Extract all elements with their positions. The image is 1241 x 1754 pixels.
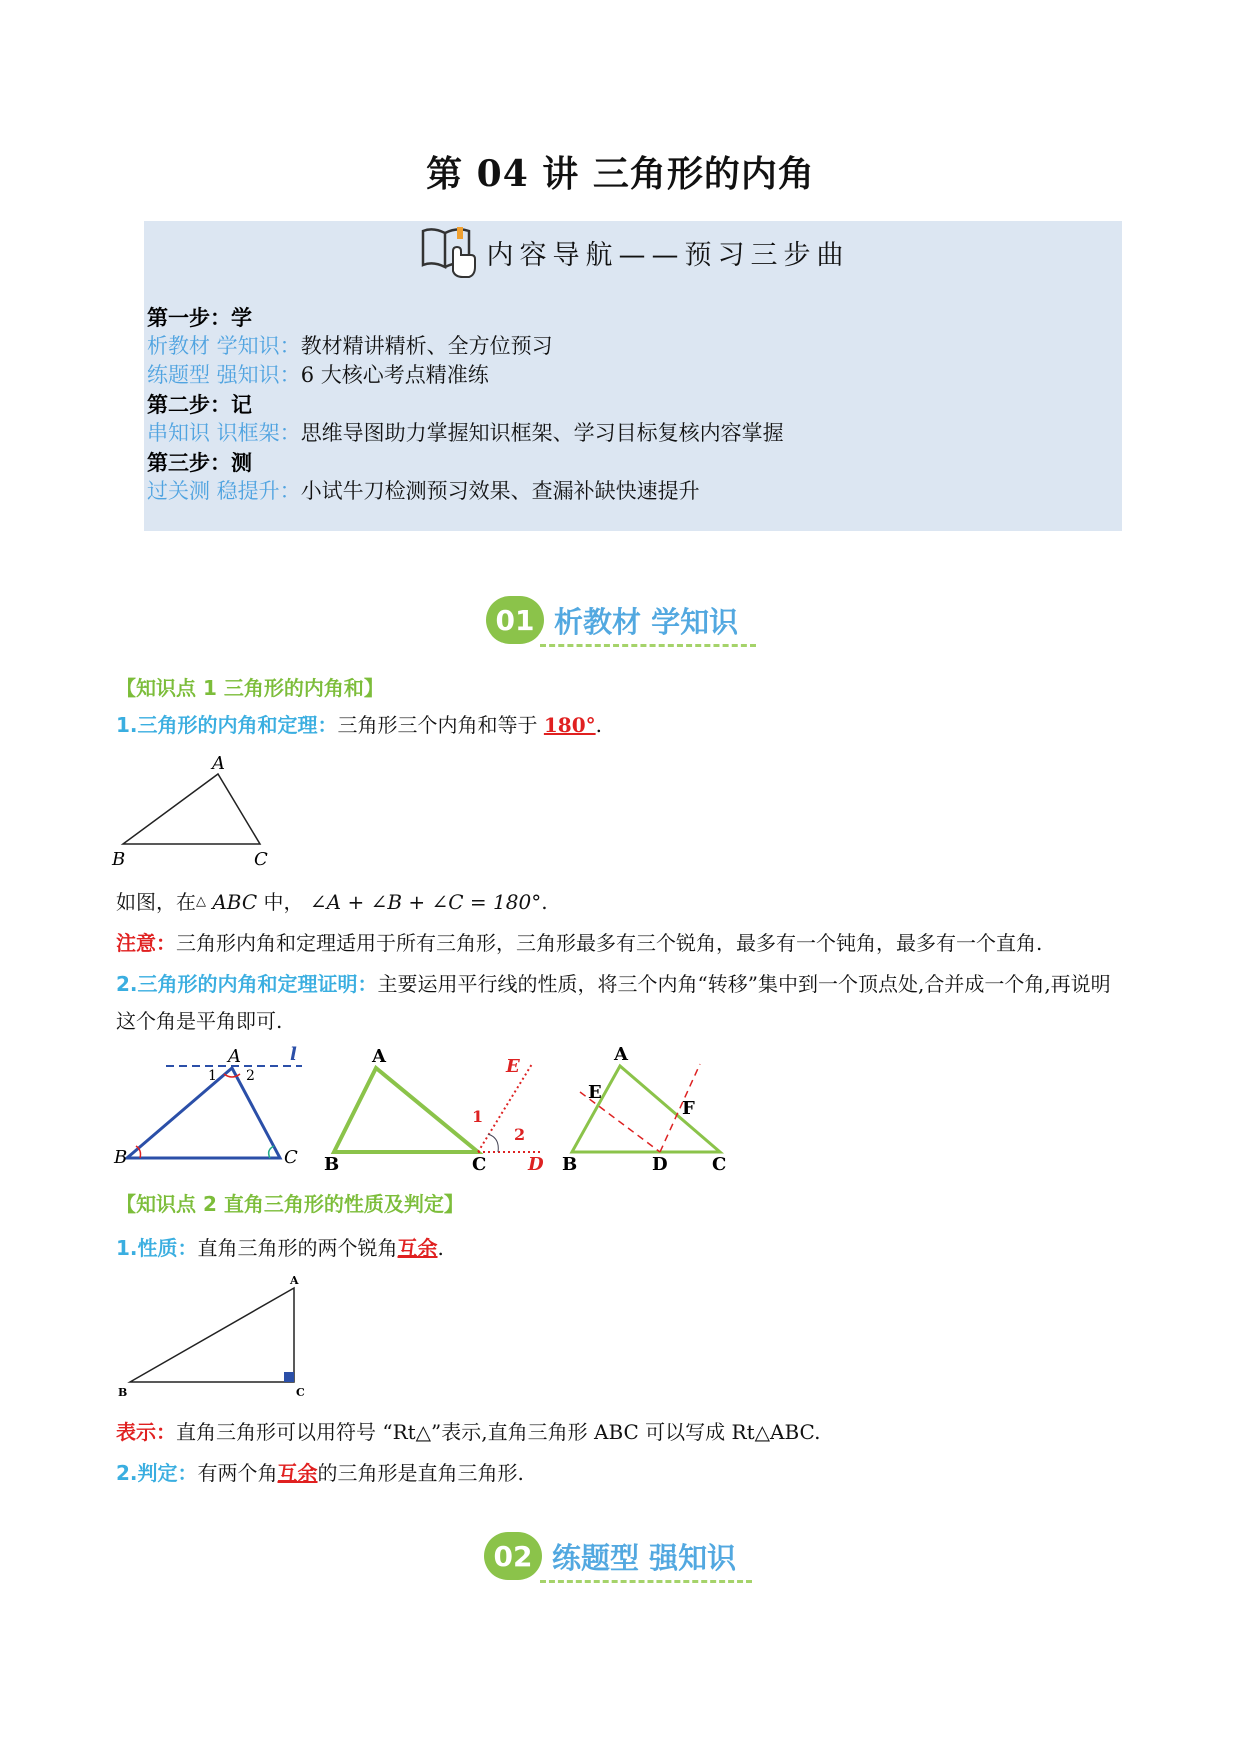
knowledge-point-1-header: 【知识点 1 三角形的内角和】 [116,676,384,700]
nav-row-study: 析教材 学知识：教材精讲精析、全方位预习 [147,334,553,358]
svg-text:E: E [506,1056,520,1077]
triangle-figure [108,752,278,868]
svg-text:A: A [614,1044,628,1065]
section-01-underline [540,644,756,647]
svg-text:A: A [372,1046,386,1067]
proof-figure-parallels [560,1044,740,1174]
svg-text:C: C [712,1154,727,1174]
svg-text:1: 1 [208,1068,217,1084]
section-02-underline [540,1580,752,1583]
svg-text:F: F [682,1098,695,1119]
kp1-item1: 1.三角形的内角和定理：三角形三个内角和等于 180°. [116,713,602,737]
svg-text:D: D [528,1154,544,1174]
svg-text:E: E [588,1082,602,1103]
kp2-representation: 表示：直角三角形可以用符号 “Rt△”表示,直角三角形 ABC 可以写成 Rt△ABC. [116,1420,821,1444]
svg-text:C: C [296,1386,305,1399]
nav-row-test: 过关测 稳提升：小试牛刀检测预习效果、查漏补缺快速提升 [147,479,700,503]
nav-row-framework: 串知识 识框架：思维导图助力掌握知识框架、学习目标复核内容掌握 [147,421,784,445]
nav-row-practice: 练题型 强知识：6 大核心考点精准练 [147,363,489,387]
kp2-item2: 2.判定：有两个角互余的三角形是直角三角形. [116,1461,524,1485]
svg-text:C: C [284,1147,298,1168]
svg-text:1: 1 [472,1107,484,1126]
svg-text:A: A [212,753,225,774]
nav-heading-text: 内容导航——预习三步曲 [486,239,850,271]
svg-text:2: 2 [514,1125,526,1144]
section-02-number: 02 [484,1532,542,1580]
svg-text:B: B [118,1386,128,1399]
section-01-number: 01 [486,596,544,644]
figure-note: 如图，在△ ABC 中， ∠A + ∠B + ∠C = 180°. [116,890,548,914]
kp2-item1: 1.性质：直角三角形的两个锐角互余. [116,1236,444,1260]
svg-text:C: C [472,1154,487,1174]
nav-lines [147,303,784,506]
svg-text:2: 2 [246,1068,255,1084]
proof-figure-extension [322,1044,552,1174]
svg-text:C: C [254,849,268,868]
nav-step-3: 第三步：测 [147,450,252,475]
kp1-note: 注意：三角形内角和定理适用于所有三角形，三角形最多有三个锐角，最多有一个钝角，最多有一个直角. [116,931,1043,955]
content-navigation-box [144,221,1122,531]
knowledge-point-2-header: 【知识点 2 直角三角形的性质及判定】 [116,1192,464,1216]
section-01-header [486,596,738,644]
kp1-item2: 2.三角形的内角和定理证明：主要运用平行线的性质，将三个内角“转移”集中到一个顶点处,合并成一个角,再说明这个角是平角即可. [116,972,1111,1033]
nav-heading [144,221,1122,283]
book-hand-icon [417,221,479,283]
right-triangle-figure [112,1270,312,1400]
section-01-label: 析教材 学知识 [554,604,739,639]
svg-text:B: B [112,849,126,868]
svg-text:l: l [290,1046,297,1065]
svg-text:A: A [290,1274,299,1287]
svg-text:B: B [324,1154,340,1174]
svg-text:A: A [228,1046,241,1067]
nav-step-1: 第一步：学 [147,305,252,330]
section-02-header [484,1532,736,1580]
page-title: 第 04 讲 三角形的内角 [426,153,815,195]
proof-figure-parallel-line [112,1046,312,1174]
svg-text:B: B [562,1154,578,1174]
svg-text:B: B [114,1147,128,1168]
section-02-label: 练题型 强知识 [552,1540,737,1575]
svg-text:D: D [652,1154,668,1174]
nav-step-2: 第二步：记 [147,392,252,417]
